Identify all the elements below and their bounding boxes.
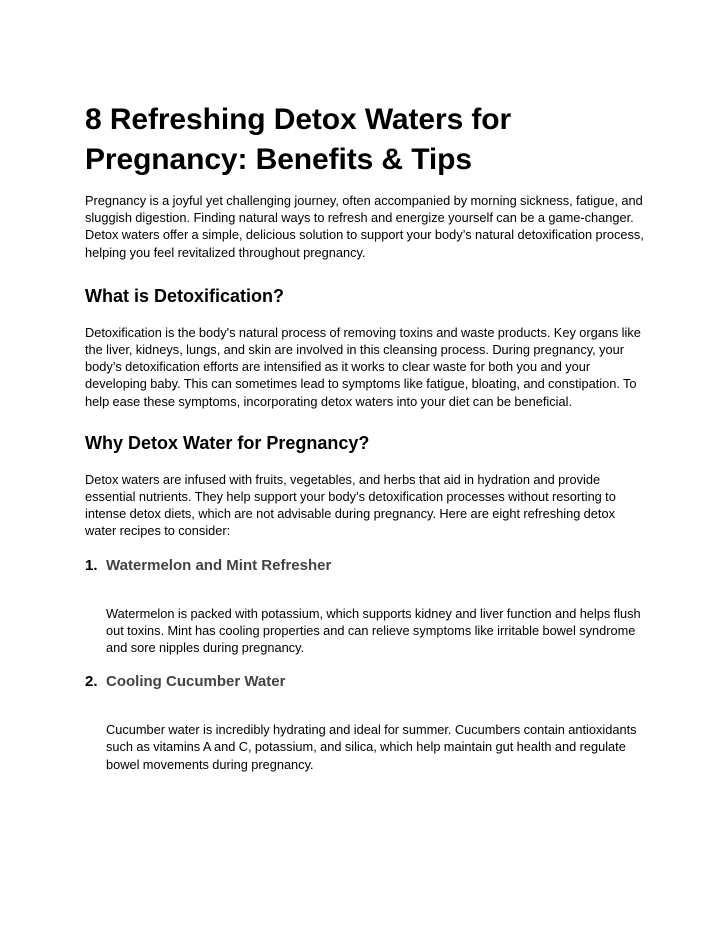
recipe-body: Watermelon is packed with potassium, which supports kidney and liver function and helps flush out toxins. Mint has cooling properties and can relieve symptoms like irritable bowel syndrome and sore nipples during pregnancy. [106,605,641,656]
recipe-heading [85,672,645,692]
recipe-title: Cooling Cucumber Water [106,673,286,691]
recipe-heading [85,556,645,576]
page-title: 8 Refreshing Detox Waters for Pregnancy: Benefits & Tips [85,103,512,176]
recipe-number: 2. [85,673,98,691]
section-body-why-detox-water: Detox waters are infused with fruits, vegetables, and herbs that aid in hydration and provide essential nutrients. They help support your body’s detoxification processes without resorting to intense detox diets, which are not advisable during pregnancy. Here are eight refreshing detox water recipes to consider: [85,471,616,539]
recipe-number: 1. [85,556,98,574]
section-heading-what-is-detox: What is Detoxification? [85,285,285,306]
recipe-title: Watermelon and Mint Refresher [106,556,332,574]
recipe-body: Cucumber water is incredibly hydrating and ideal for summer. Cucumbers contain antioxidants such as vitamins A and C, potassium, and silica, which help maintain gut health and regulate bowel movements during pregnancy. [106,722,637,772]
recipe-item [85,672,645,773]
section-heading-why-detox-water: Why Detox Water for Pregnancy? [85,432,370,453]
intro-paragraph: Pregnancy is a joyful yet challenging journey, often accompanied by morning sickness, fatigue, and sluggish digestion. Finding natural ways to refresh and energize yourself can be a game-changer. Detox waters offer a simple, delicious solution to support your body’s natural detoxification process, helping you feel revitalized throughout pregnancy. [85,193,644,260]
article [85,100,645,773]
recipe-item [85,556,645,657]
section-body-what-is-detox: Detoxification is the body's natural process of removing toxins and waste products. Key organs like the liver, kidneys, lungs, and skin are involved in this cleansing process. During pregnancy, your body’s detoxification efforts are intensified as it works to clear waste for both you and your developing baby. This can sometimes lead to symptoms like fatigue, bloating, and constipation. To help ease these symptoms, incorporating detox waters into your diet can be beneficial. [85,324,641,409]
